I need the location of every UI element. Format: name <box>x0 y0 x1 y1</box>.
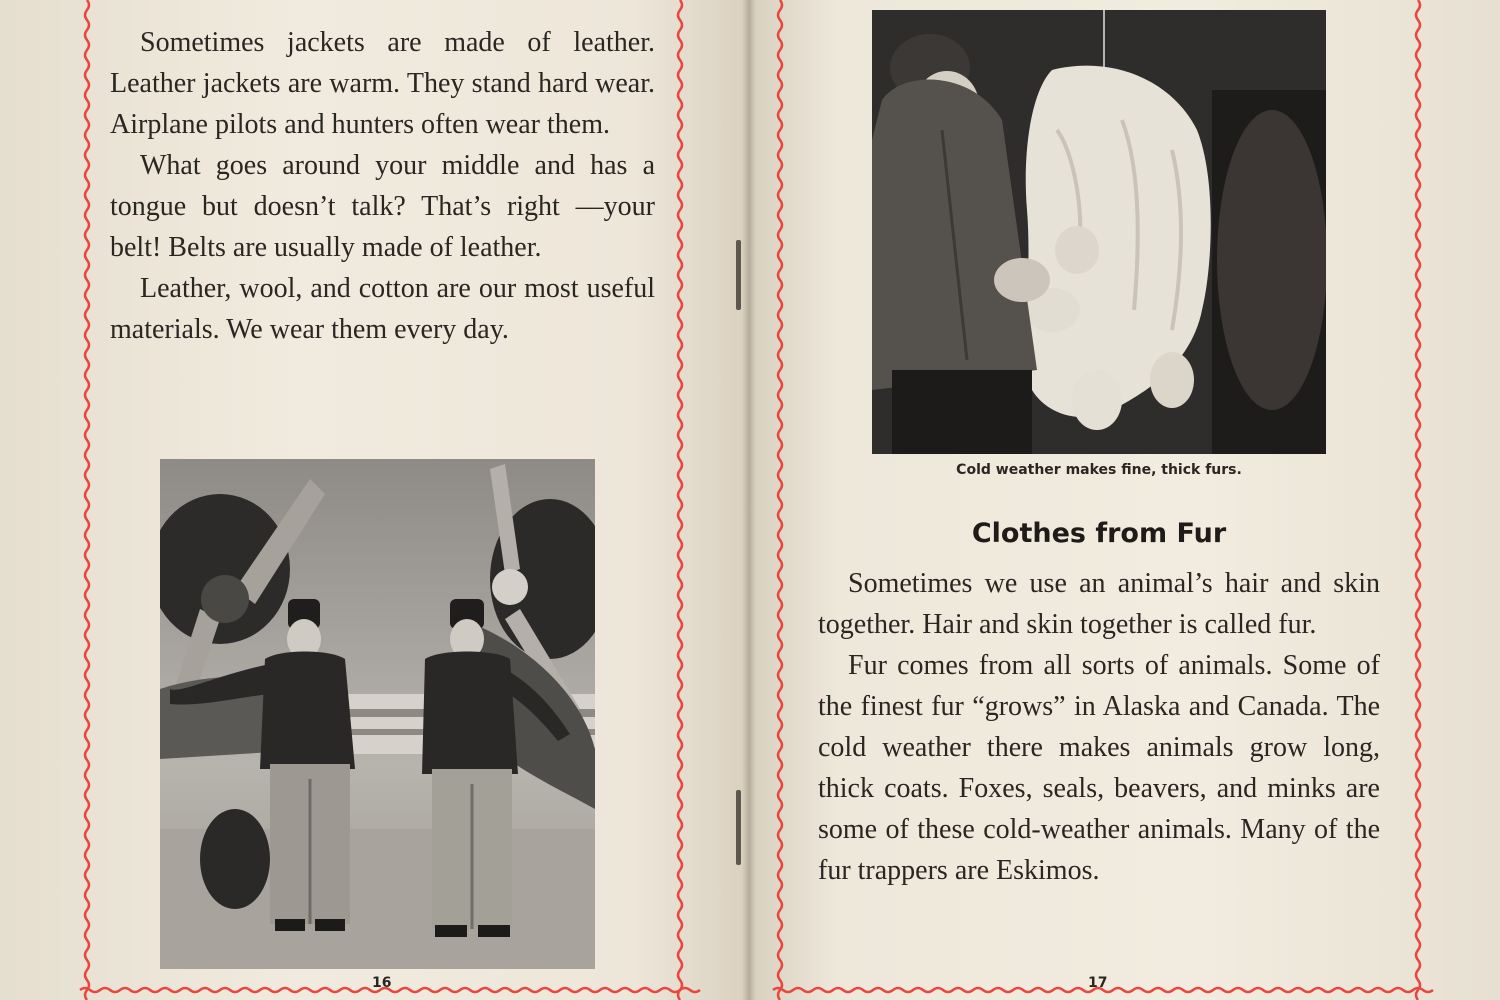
left-page-number: 16 <box>372 975 392 991</box>
right-page-number: 17 <box>1088 975 1108 991</box>
section-heading: Clothes from Fur <box>971 518 1227 549</box>
right-paragraph-2: Fur comes from all sorts of animals. Some of the finest fur “grows” in Alaska and Canada. The cold weather there makes animals grow long, thick coats. Foxes, seals, beavers, and minks are some of these cold-weather animals. Many of the fur trappers are Eskimos. <box>818 650 1380 886</box>
pilots-photo <box>160 459 595 969</box>
top-staple <box>736 240 741 310</box>
left-paragraph-3: Leather, wool, and cotton are our most useful materials. We wear them every day. <box>110 273 655 345</box>
book-gutter <box>742 0 756 1000</box>
right-paragraph-1: Sometimes we use an animal’s hair and skin together. Hair and skin together is called fur. <box>818 568 1380 640</box>
bottom-staple <box>736 790 741 865</box>
fur-photo <box>872 10 1326 454</box>
left-body-text <box>110 22 655 350</box>
left-paragraph-2: What goes around your middle and has a tongue but doesn’t talk? That’s right —your belt! Belts are usually made of leather. <box>110 150 655 263</box>
left-page <box>0 0 748 1000</box>
left-paragraph-1: Sometimes jackets are made of leather. Leather jackets are warm. They stand hard wear. Airplane pilots and hunters often wear them. <box>110 27 655 140</box>
right-body-text <box>818 563 1380 891</box>
fur-photo-caption: Cold weather makes fine, thick furs. <box>956 462 1242 478</box>
